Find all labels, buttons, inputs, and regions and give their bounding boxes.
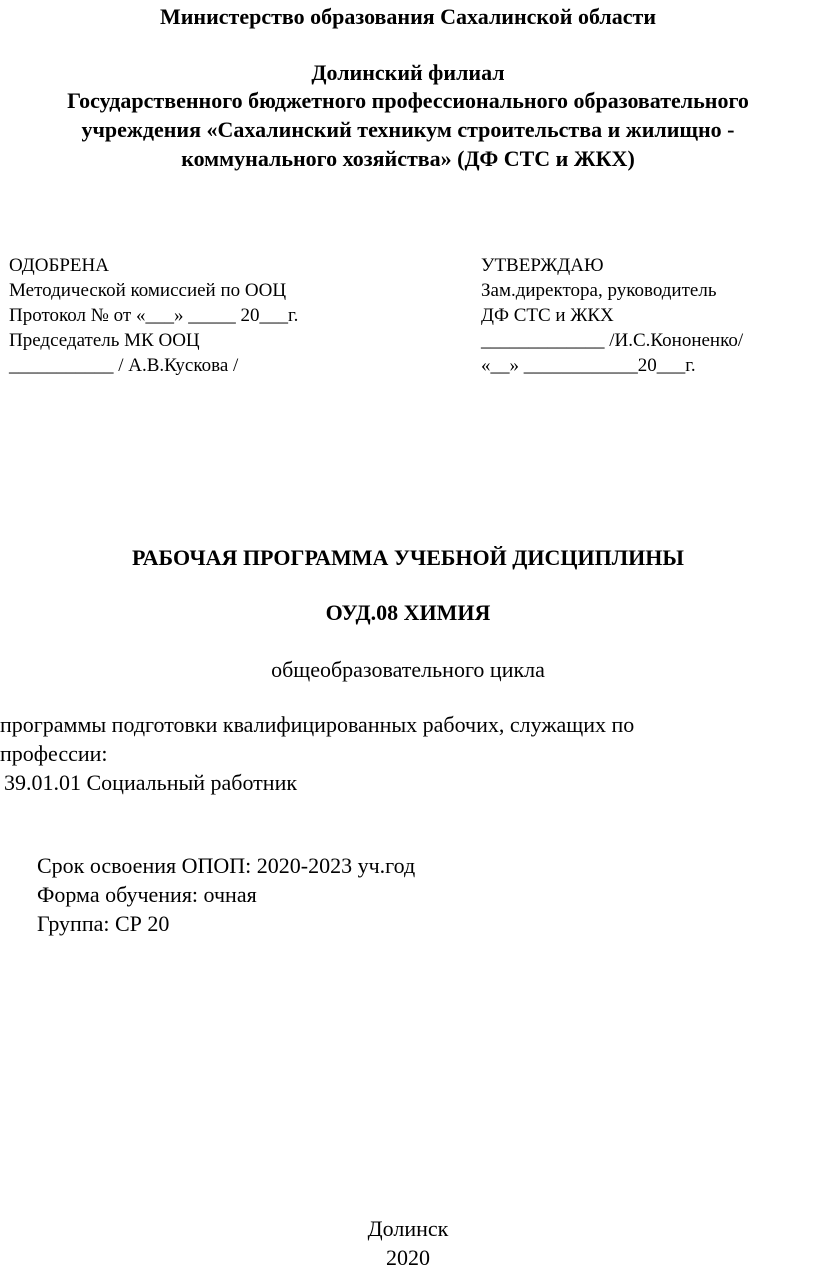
study-term: Срок освоения ОПОП: 2020-2023 уч.год [37, 853, 416, 878]
confirm-title: УТВЕРЖДАЮ [481, 255, 604, 276]
group-text: Группа: СР 20 [37, 911, 170, 936]
confirm-organization: ДФ СТС и ЖКХ [481, 305, 614, 326]
approved-commission: Методической комиссией по ООЦ [9, 280, 287, 301]
study-form: Форма обучения: очная [37, 882, 257, 907]
institution-line-1: Государственного бюджетного профессионального образовательного [67, 88, 749, 113]
program-title: РАБОЧАЯ ПРОГРАММА УЧЕБНОЙ ДИСЦИПЛИНЫ [132, 545, 684, 570]
confirm-signature: _____________ /И.С.Кононенко/ [481, 330, 744, 351]
approved-title: ОДОБРЕНА [9, 255, 109, 276]
institution-line-3: коммунального хозяйства» (ДФ СТС и ЖКХ) [181, 146, 635, 171]
footer-city: Долинск [367, 1216, 449, 1241]
cycle-text: общеобразовательного цикла [271, 657, 545, 682]
approved-protocol: Протокол № от «___» _____ 20___г. [9, 305, 299, 326]
program-description-line-1: программы подготовки квалифицированных рабочих, служащих по [0, 712, 635, 737]
ministry-heading: Министерство образования Сахалинской области [159, 4, 657, 29]
footer-year: 2020 [386, 1245, 430, 1270]
branch-heading: Долинский филиал [311, 60, 505, 85]
profession-text: 39.01.01 Социальный работник [4, 770, 298, 795]
approved-chairman: Председатель МК ООЦ [9, 330, 200, 351]
confirm-date: «__» ____________20___г. [481, 355, 696, 376]
discipline-title: ОУД.08 ХИМИЯ [325, 600, 491, 625]
approved-signature: ___________ / А.В.Кускова / [9, 355, 239, 376]
program-description-line-2: профессии: [0, 741, 108, 766]
confirm-position: Зам.директора, руководитель [481, 280, 717, 301]
institution-line-2: учреждения «Сахалинский техникум строительства и жилищно - [81, 117, 735, 142]
